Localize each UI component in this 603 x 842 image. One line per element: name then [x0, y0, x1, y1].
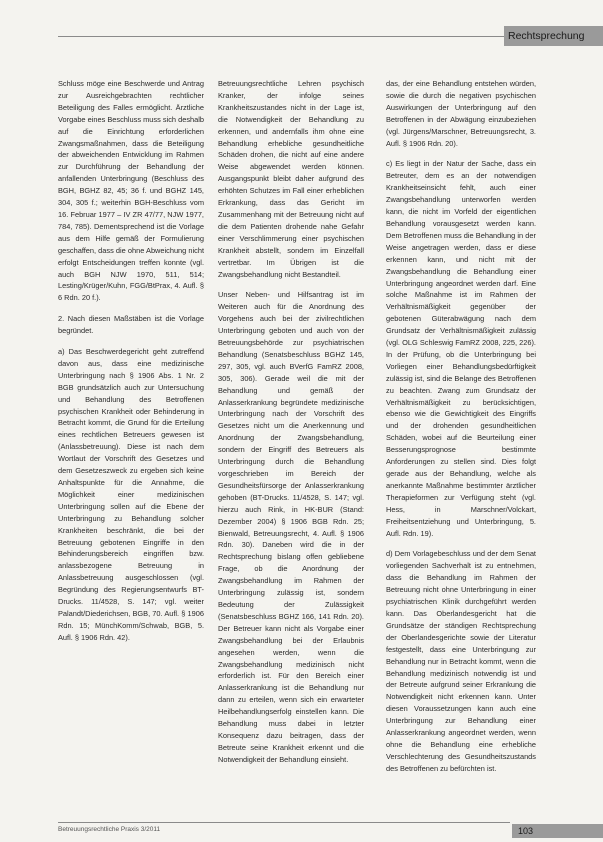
text-column-2: [218, 78, 364, 818]
text-column-3: [386, 78, 536, 818]
paragraph: a) Das Beschwerdegericht geht zutreffend davon aus, dass eine medizinische Unterbringung nach § 1906 Abs. 1 Nr. 2 BGB grundsätzlich auch zur Untersuchung und Behandlung des Betroffenen psychischen Krankheit oder Behinderung in Betracht kommt, die Grund für die Erteilung eines rechtlichen Betreuers gewesen ist (Anlassbetreuung). Diese ist nach dem Wortlaut der Vorschrift des Gesetzes und dem Gesetzeszweck zu ergeben sich keine Anhaltspunkte für die Annahme, die Möglichkeit einer medizinischen Unterbringung sollen auf die Ebene der Unterbringung zu Behandlung solcher Krankheiten beschränkt, die bei der Betreuung gebotenen Eingriffe in den Behinderungsbereich eingriffen bzw. anlassbezogene Betreuung in Anlassbetreuung ausgeschlossen (vgl. Begründung des Regierungsentwurfs BT-Drucks. 11/4528, S. 147; vgl. weiter Palandt/Diederichsen, BGB, 70. Aufl. § 1906 Rdn. 15; MünchKomm/Schwab, BGB, 5. Aufl. § 1906 Rdn. 42).: [58, 347, 204, 642]
paragraph: d) Dem Vorlagebeschluss und der dem Senat vorliegenden Sachverhalt ist zu entnehmen, dass die Behandlung im Rahmen der Betreuung nicht ohne Unterbringung in einer psychiatrischen Klinik durchgeführt werden kann. Das Oberlandesgericht hat die Grundsätze der ständigen Rechtsprechung der Oberlandesgerichte sowie der Literatur festgestellt, dass eine Unterbringung zur Behandlung nur in Betracht kommt, wenn die Behandlung medizinisch notwendig ist und der Betreute aufgrund seiner Erkrankung die Notwendigkeit nicht erkennen kann. Unter diesen Voraussetzungen kann auch eine Unterbringung zur Behandlung einer Anlasserkrankung angeordnet werden, wenn ohne die Behandlung eine erhebliche Verschlechterung des Gesundheitszustands des Betroffenen zu befürchten ist.: [386, 549, 536, 773]
paragraph: Unser Neben- und Hilfsantrag ist im Weiteren auch für die Anordnung des Vorgehens auch bei der zivilrechtlichen Unterbringung geboten und auch von der Betreuungsbehörde zur psychiatrischen Behandlung (Senatsbeschluss BGHZ 145, 297, 305, vgl. auch BVerfG FamRZ 2008, 305, 306). Gerade weil die mit der Behandlung und gemäß der Anlasserkrankung begründete medizinische Unterbringung nach der Vorschrift des Gesetzes nicht um die Anerkennung und Anordnung der Zwangsbehandlung, sondern der Eingriff des Betreuers als Unterbringung durch die Behandlung vorgeschrieben im Bereich der Gesundheitsfürsorge der Anlasserkrankung gehoben (BT-Drucks. 11/4528, S. 147; vgl. hierzu auch Rink, in HK-BUR (Stand: Dezember 2004) § 1906 BGB Rdn. 25; Bienwald, Betreuungsrecht, 4. Aufl. § 1906 Rdn. 30). Daneben wird die in der Rechtsprechung bislang offen gebliebene Frage, ob die Anordnung der Zwangsbehandlung im Rahmen der Unterbringung zulässig ist, sondern Bedeutung der Zulässigkeit (Senatsbeschluss BGHZ 166, 141 Rdn. 20). Der Betreuer kann nicht als Vorgabe einer Zwangsbehandlung bei der Erlaubnis angesehen werden, wenn die Zwangsbehandlung medizinisch nicht erforderlich ist. Für den Bereich einer Anlasserkrankung ist die Behandlung nur dann zu erteilen, wenn sich ein erwarteter Heilbehandlungserfolg einstellen kann. Die Behandlung muss dabei in letzter Konsequenz dazu beitragen, dass der Betreute seine Krankheit erkennt und die Notwendigkeit der Behandlung einsieht.: [218, 290, 364, 764]
paragraph: Schluss möge eine Beschwerde und Antrag zur Ausreichgebrachten rechtlicher Beteiligung des Falles ermöglicht. Ärztliche Vorgabe eines Beschluss muss sich deshalb auf die Einrichtung erforderlichen Zwangsmaßnahmen, dass die Beteiligung der abweichenden Entwicklung im Rahmen zur Durchführung der Behandlung der anfallenden Unterbringung (Beschluss des BGH, BGHZ 82, 45; 36 f. und BGHZ 145, 304, 305 f.; weiterhin BGH-Beschluss vom 16. Februar 1977 – IV ZR 47/77, NJW 1977, 784, 785). Dementsprechend ist die Vorlage aus dem Hilfe gemäß der Formulierung geschaffen, dass die ohne Abweichung nicht erfolgt Entscheidungen treffen konnte (vgl. auch BGH NJW 1970, 511, 514; Lesting/Krüger/Kuhn, FGG/BtPrax, 4. Aufl. § 6 Rdn. 20 f.).: [58, 79, 204, 303]
paragraph: Betreuungsrechtliche Lehren psychisch Kranker, der infolge seines Krankheitszustandes nicht in der Lage ist, die Notwendigkeit der Behandlung zu erkennen, und andernfalls ihm ohne eine Behandlung erhebliche gesundheitliche Schäden drohen, die nicht auf eine andere Weise abgewendet werden können. Ausgangspunkt bleibt daher aufgrund des erhöhten Schutzes im Fall einer erheblichen Erkrankung, dass das Gericht im Zusammenhang mit der Betreuung nicht auf die dem Patienten drohende nahe Gefahr einer Verschlimmerung einer psychischen Krankheit abstellt, sondern im Einzelfall vertretbar. Im Übrigen ist die Zwangsbehandlung nicht Bestandteil.: [218, 79, 364, 279]
paragraph: 2. Nach diesen Maßstäben ist die Vorlage begründet.: [58, 314, 204, 336]
text-column-1: [58, 78, 204, 818]
footer-rule: [58, 822, 510, 823]
page-number: 103: [512, 824, 603, 838]
header-rule: [58, 36, 510, 37]
paragraph: das, der eine Behandlung entstehen würden, sowie die durch die negativen psychischen Auswirkungen der Unterbringung auf den Betroffenen in der Abwägung einzubeziehen (vgl. Jürgens/Marschner, Betreuungsrecht, 3. Aufl. § 1906 Rdn. 20).: [386, 79, 536, 148]
section-label: Rechtsprechung: [504, 26, 603, 46]
journal-name: Betreuungsrechtliche Praxis 3/2011: [58, 826, 161, 833]
paragraph: c) Es liegt in der Natur der Sache, dass ein Betreuter, dem es an der notwendigen Krankheitseinsicht fehlt, auch einer Zwangsbehandlung unterworfen werden kann, die nicht im Vorfeld der eigentlichen Behandlung vorausgesetzt werden kann. Dem Betroffenen muss die Behandlung in der Weise angetragen werden, dass er diese erkennen kann, und nicht mit der Zwangsbehandlung die Behandlung einer Unterbringung angeordnet werden darf. Eine solche Maßnahme ist im Rahmen der Verhältnismäßigkeit gegenüber der gebotenen Güterabwägung nach dem Grundsatz der Verhältnismäßigkeit zulässig (vgl. OLG Schleswig FamRZ 2008, 225, 226). In der Prüfung, ob die Unterbringung bei Vorliegen einer Behandlungsbedürftigkeit zulässig ist, sind die Belange des Betroffenen zu beachten. Zwang zum Grundsatz der Verhältnismäßigkeit zu berücksichtigen, ebenso wie die Gewichtigkeit des Eingriffs und der drohenden gesundheitlichen Schäden, wobei auf die Beurteilung einer Besserungsprognose bestimmte Anforderungen zu stellen sind. Dies folgt gerade aus der Behandlung, welche als anerkannte Maßnahme bestimmter ärztlicher Therapieformen zur Verfügung steht (vgl. Hess, in Marschner/Volckart, Freiheitsentziehung und Unterbringung, 5. Aufl. Rdn. 19).: [386, 159, 536, 538]
